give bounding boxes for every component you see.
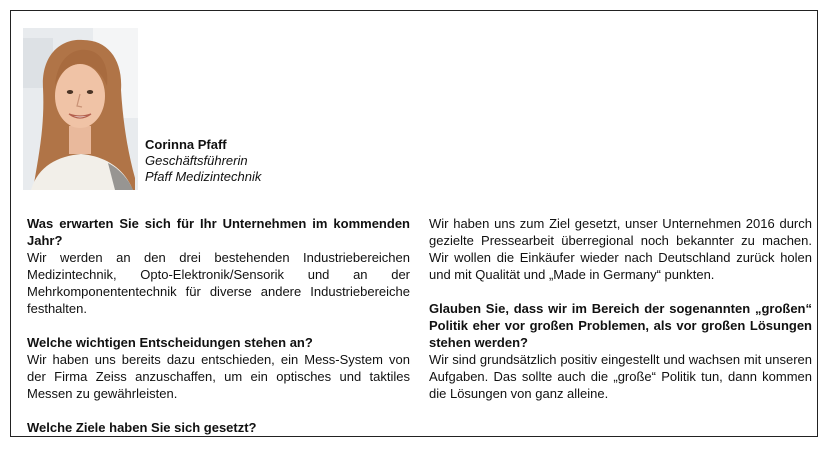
interview-column-right: [429, 215, 812, 402]
portrait-illustration: [23, 28, 138, 190]
question-1: Was erwarten Sie sich für Ihr Unternehmen im kommenden Jahr?: [27, 216, 410, 248]
portrait-caption: [145, 137, 261, 185]
portrait-photo: [23, 28, 138, 190]
answer-2: Wir haben uns bereits dazu entschieden, ein Mess-System von der Firma Zeiss anzuschaffen, um ein optisches und taktiles Messen zu gewährleisten.: [27, 352, 410, 401]
question-2: Welche wichtigen Entscheidungen stehen an?: [27, 335, 313, 350]
person-name: Corinna Pfaff: [145, 137, 227, 152]
person-company: Pfaff Medizintechnik: [145, 169, 262, 184]
answer-3: Wir haben uns zum Ziel gesetzt, unser Unternehmen 2016 durch gezielte Pressearbeit überregional noch bekannter zu machen. Wir wollen die Einkäufer wieder nach Deutschland zurück holen und mit Qualität und „Made in Germany“ punkten.: [429, 216, 812, 282]
answer-4: Wir sind grundsätzlich positiv eingestellt und wachsen mit unseren Aufgaben. Das sollte auch die „große“ Politik tun, dann kommen die Lösungen von ganz alleine.: [429, 352, 812, 401]
answer-1: Wir werden an den drei bestehenden Industriebereichen Medizintechnik, Opto-Elektronik/Sensorik und an der Mehrkomponententechnik für diverse andere Industriebereiche festhalten.: [27, 250, 410, 316]
question-4: Glauben Sie, dass wir im Bereich der sogenannten „großen“ Politik eher vor großen Problemen, als vor großen Lösungen stehen werden?: [429, 301, 812, 350]
question-3: Welche Ziele haben Sie sich gesetzt?: [27, 420, 257, 435]
interview-column-left: [27, 215, 410, 436]
person-role: Geschäftsführerin: [145, 153, 248, 168]
